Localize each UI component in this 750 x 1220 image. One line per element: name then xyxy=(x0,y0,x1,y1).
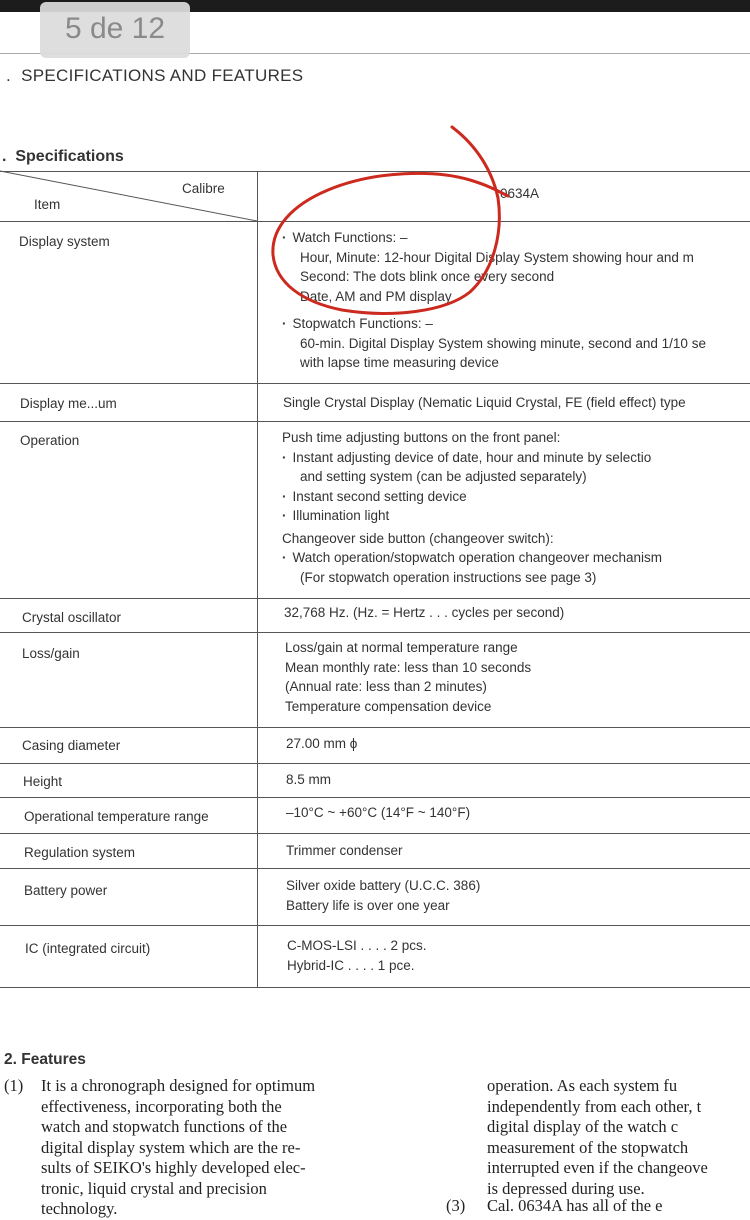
label-display-system: Display system xyxy=(19,234,110,249)
display-medium-value: Single Crystal Display (Nematic Liquid Crystal, FE (field effect) type xyxy=(283,395,686,410)
integrated-circuit-value: C-MOS-LSI . . . . 2 pcs. Hybrid-IC . . . . 1 pce. xyxy=(287,938,427,973)
specifications-title: . Specifications xyxy=(2,148,124,165)
feature-2-text: operation. As each system fu independently from each other, t digital display of the watch c measurement of the stopwatch interrupted even if the changeove is depressed during use. xyxy=(487,1076,708,1198)
features-title: 2. Features xyxy=(4,1051,86,1068)
crystal-oscillator-value: 32,768 Hz. (Hz. = Hertz . . . cycles per second) xyxy=(284,605,565,620)
feature-1-number: (1) xyxy=(4,1076,24,1095)
page-indicator: 5 de 12 xyxy=(40,2,190,58)
battery-power-value: Silver oxide battery (U.C.C. 386) Battery life is over one year xyxy=(286,878,481,913)
regulation-system-value: Trimmer condenser xyxy=(286,843,403,858)
label-temperature-range: Operational temperature range xyxy=(24,809,209,824)
temperature-range-value: –10°C ~ +60°C (14°F ~ 140°F) xyxy=(286,805,471,820)
label-crystal-oscillator: Crystal oscillator xyxy=(22,610,122,625)
label-operation: Operation xyxy=(20,433,80,448)
height-value: 8.5 mm xyxy=(286,772,332,787)
calibre-value: 0634A xyxy=(500,186,540,201)
label-battery-power: Battery power xyxy=(24,883,108,898)
label-regulation-system: Regulation system xyxy=(24,845,136,860)
label-loss-gain: Loss/gain xyxy=(22,646,80,661)
casing-diameter-value: 27.00 mm ϕ xyxy=(286,736,358,751)
display-system-value: · Watch Functions: – Hour, Minute: 12-hour Digital Display System showing hour and m Second: The dots blink once every second Date, AM and PM display · Stopwatch Functions: – 60-min. Digital Display System showing minute, second and 1/10 se with lapse time measuring device xyxy=(282,230,706,370)
label-display-medium: Display me...um xyxy=(20,396,117,411)
feature-3-text: Cal. 0634A has all of the e xyxy=(487,1196,663,1215)
label-integrated-circuit: IC (integrated circuit) xyxy=(25,941,151,956)
operation-value: Push time adjusting buttons on the front panel: · Instant adjusting device of date, hour and minute by selectio and setting system (can be adjusted separately) · Instant second setting device · Illumination light Changeover side button (changeover switch): · Watch operation/stopwatch operation changeover mechanism (For stopwatch operation instructions see page 3) xyxy=(282,430,662,585)
header-item: Item xyxy=(34,197,61,212)
loss-gain-value: Loss/gain at normal temperature range Mean monthly rate: less than 10 seconds (Annual rate: less than 2 minutes) Temperature compensation device xyxy=(285,640,532,714)
label-casing-diameter: Casing diameter xyxy=(22,738,121,753)
header-calibre: Calibre xyxy=(182,181,225,196)
feature-3-number: (3) xyxy=(446,1196,466,1215)
section-title: . SPECIFICATIONS AND FEATURES xyxy=(6,66,304,85)
label-height: Height xyxy=(23,774,63,789)
feature-1-text: It is a chronograph designed for optimum effectiveness, incorporating both the watch and stopwatch functions of the digital display system which are the re- sults of SEIKO's highly developed elec- tronic, liquid crystal and precision technology. xyxy=(41,1076,316,1218)
